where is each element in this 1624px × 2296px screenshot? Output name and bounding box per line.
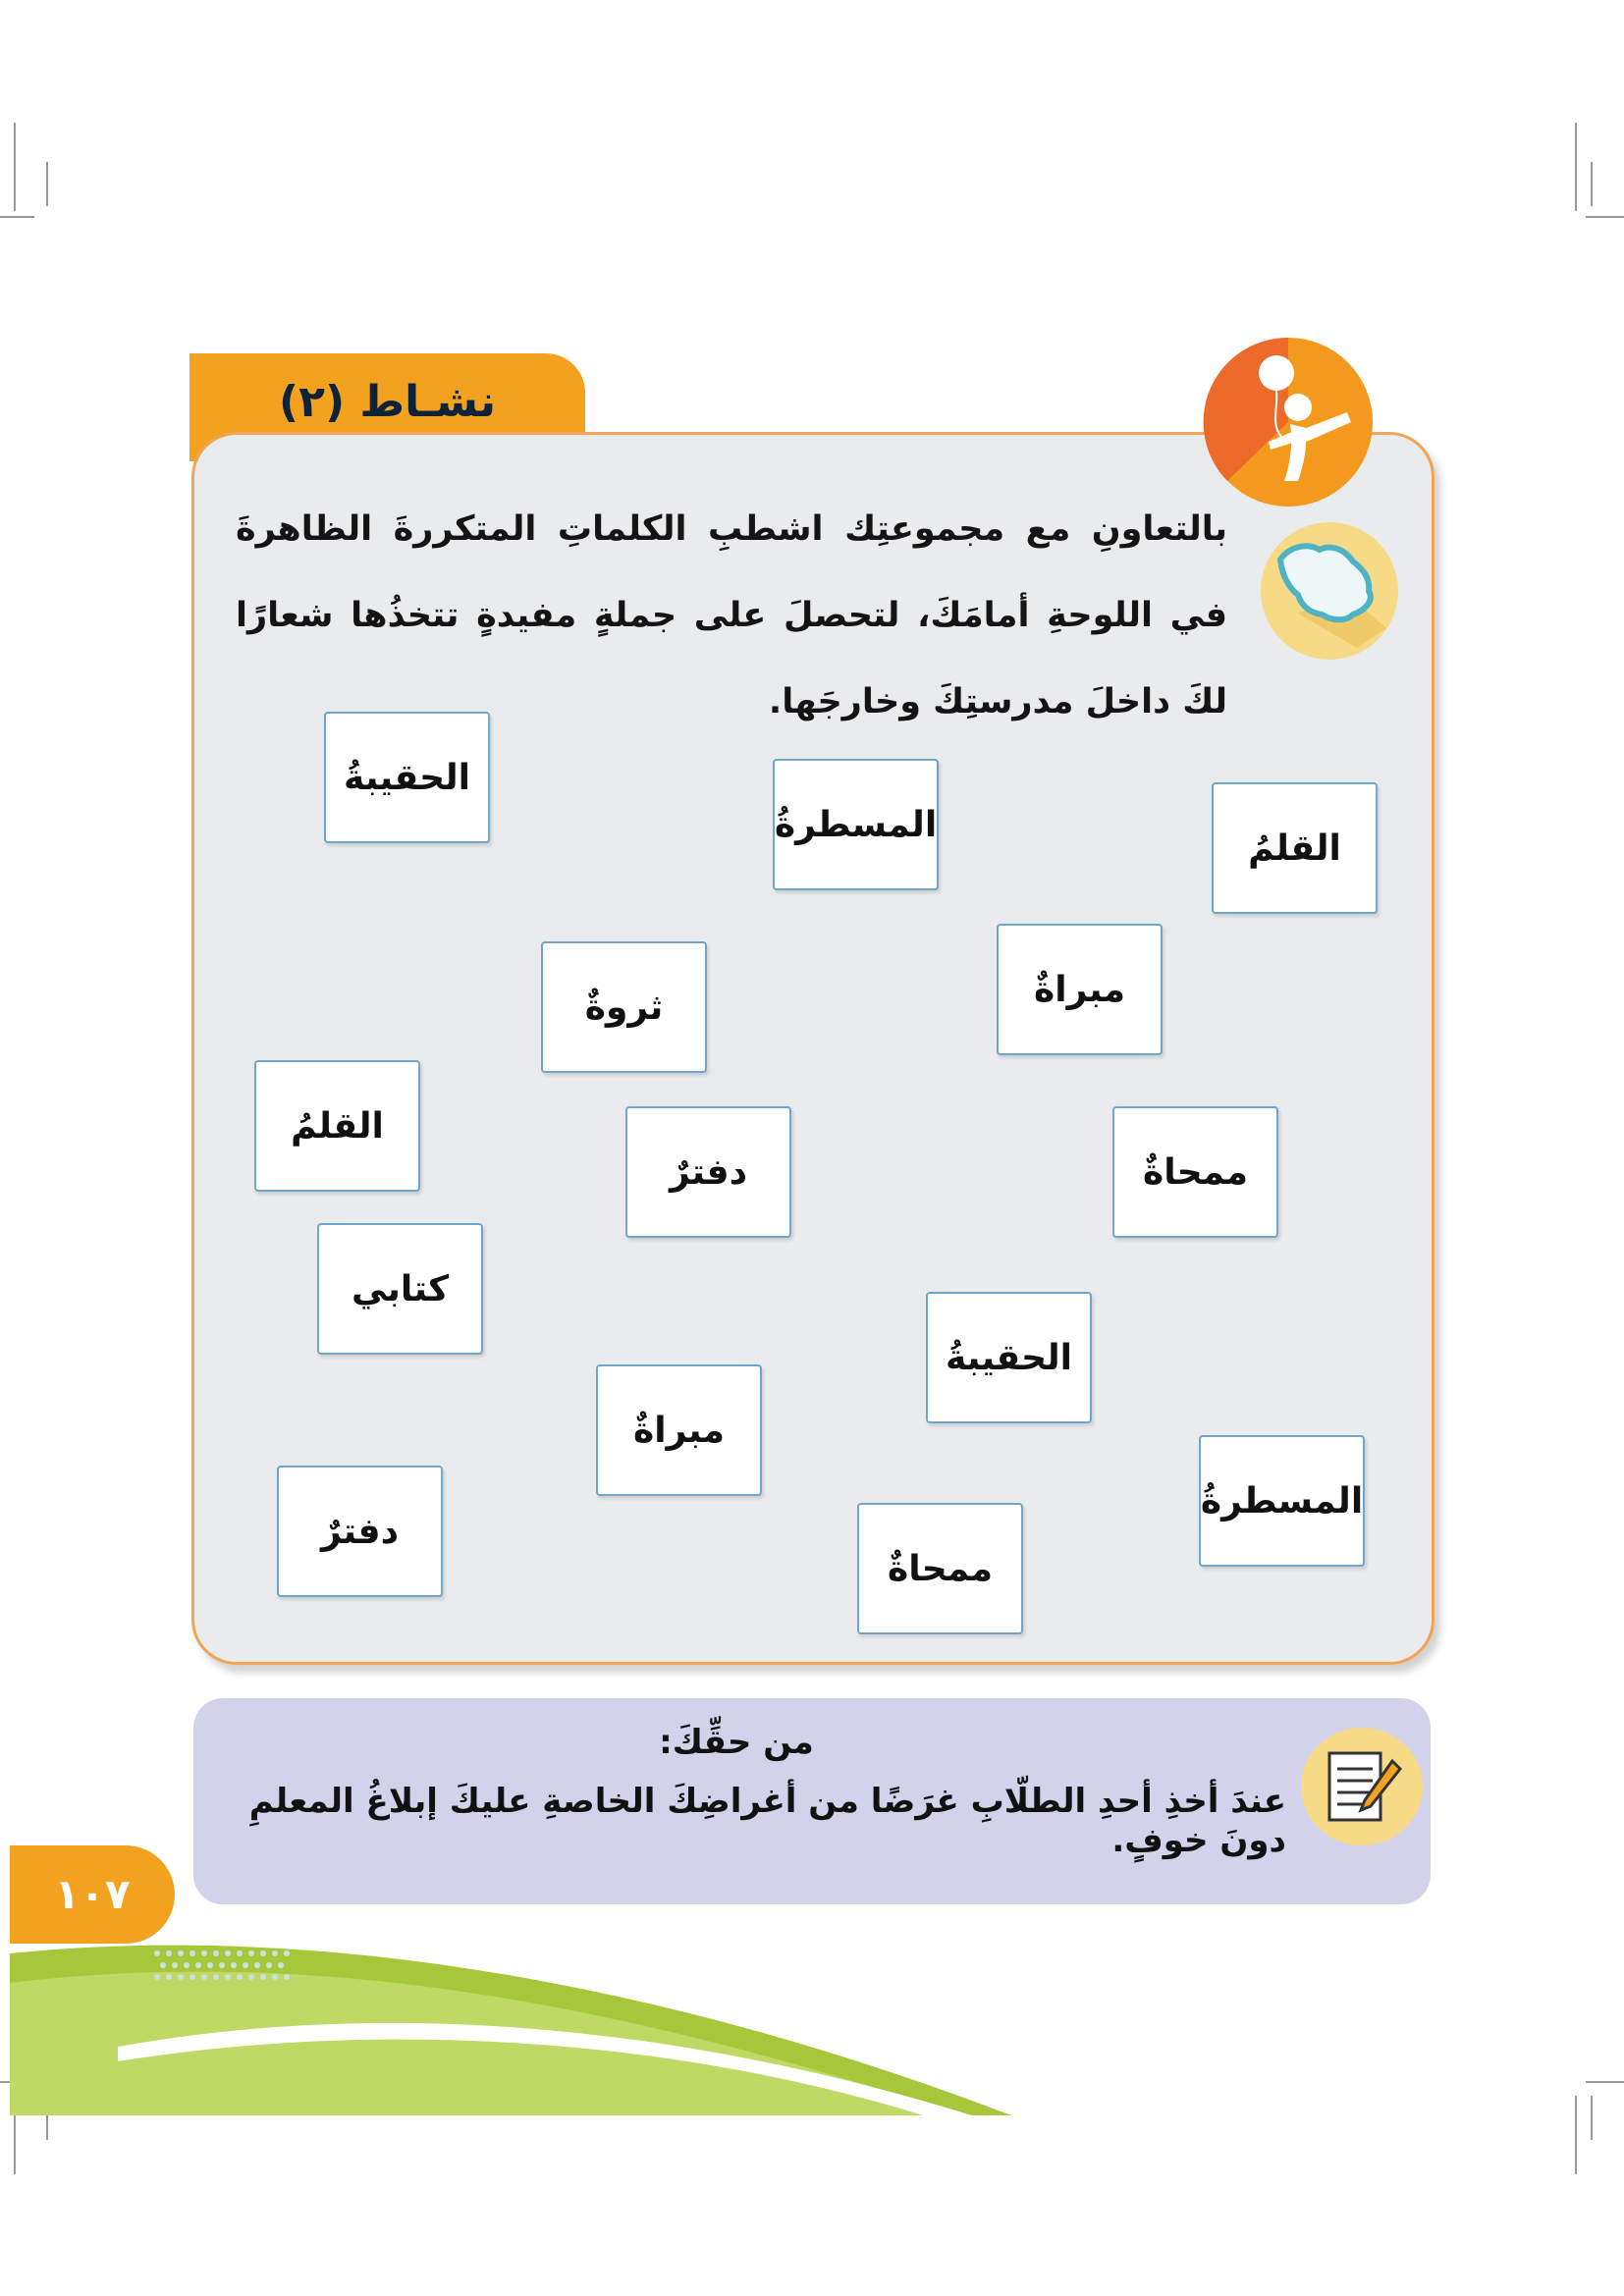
word-card[interactable]: المسطرةُ	[773, 759, 939, 890]
child-balloon-icon	[1200, 334, 1377, 510]
page-number: ١٠٧	[54, 1870, 131, 1918]
rights-note-title: من حقِّكَ:	[659, 1723, 814, 1762]
saudi-map-icon	[1259, 520, 1401, 663]
activity-instructions: بالتعاونِ مع مجموعتِك اشطبِ الكلماتِ المتكررةَ الظاهرةَ في اللوحةِ أمامَكَ، لتحصلَ على جملةٍ مفيدةٍ تتخذُها شعارًا لكَ داخلَ مدرستِكَ وخارجَها.	[236, 509, 1227, 721]
word-card[interactable]: مبراةٌ	[596, 1364, 762, 1496]
word-card[interactable]: ممحاةٌ	[857, 1503, 1023, 1634]
crop-mark	[14, 123, 16, 211]
crop-mark	[1575, 2096, 1577, 2174]
crop-mark	[1591, 2096, 1593, 2140]
word-card[interactable]: مبراةٌ	[997, 924, 1163, 1055]
rights-note-body: عندَ أخذِ أحدِ الطلّابِ غرَضًا من أغراضِكَ الخاصةِ عليكَ إبلاغُ المعلمِ دونَ خوفٍ.	[248, 1782, 1286, 1860]
word-card[interactable]: الحقيبةُ	[324, 712, 490, 843]
crop-mark	[1586, 216, 1624, 218]
crop-mark	[1575, 123, 1577, 211]
word-card[interactable]: المسطرةُ	[1199, 1435, 1365, 1567]
word-card[interactable]: القلمُ	[254, 1060, 420, 1192]
ministry-logo-icon	[147, 1944, 304, 1993]
word-card[interactable]: ممحاةٌ	[1112, 1106, 1278, 1238]
activity-title: نشـاط (٢)	[279, 377, 496, 427]
word-card[interactable]: دفترٌ	[277, 1466, 443, 1597]
word-card[interactable]: دفترٌ	[625, 1106, 791, 1238]
word-card[interactable]: الحقيبةُ	[926, 1292, 1092, 1423]
crop-mark	[0, 216, 34, 218]
notepad-pencil-icon	[1298, 1726, 1426, 1848]
crop-mark	[1591, 162, 1593, 206]
word-card[interactable]: ثروةٌ	[541, 941, 707, 1073]
word-card[interactable]: كتابي	[317, 1223, 483, 1355]
word-card[interactable]: القلمُ	[1212, 782, 1378, 914]
crop-mark	[1586, 2081, 1624, 2083]
crop-mark	[46, 162, 48, 206]
